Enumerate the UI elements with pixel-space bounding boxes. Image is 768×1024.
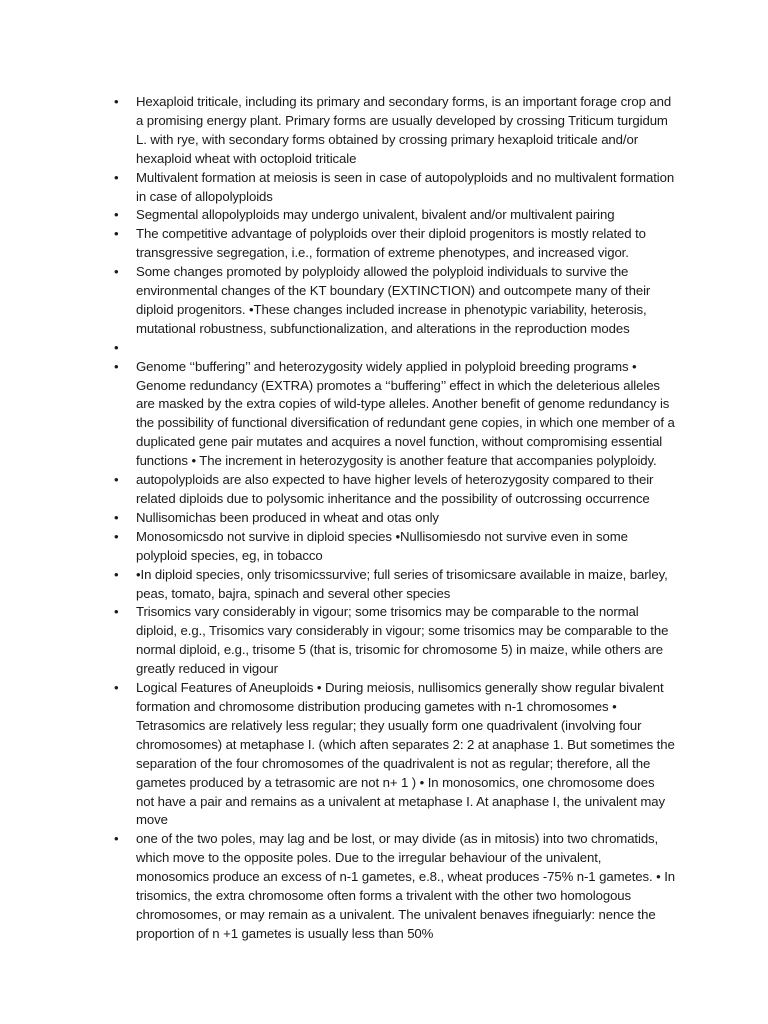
bullet-text: • Some changes promoted by polyploidy allowed the polyploid individuals to survive the environmental changes of the KT boundary (EXTINCTION) and outcompete many of their diploid progenitors. •These changes included increase in phenotypic variability, heterosis, mutational robustness, subfunctionalization, and alterations in the reproduction modes xyxy=(136,264,651,336)
bullet-text: • Segmental allopolyploids may undergo univalent, bivalent and/or multivalent pairing xyxy=(136,207,615,223)
bullet-text: • Genome ‘‘buffering’’ and heterozygosity widely applied in polyploid breeding programs • Genome redundancy (EXTRA) promotes a ‘‘buffering’’ effect in which the deleterious alleles are masked by the extra copies of wild-type alleles. Another benefit of genome redundancy is the possibility of functional diversification of redundant gene copies, in which one member of a duplicated gene pair mutates and acquires a novel function, without compromising essential functions • The increment in heterozygosity is another feature that accompanies polyploidy. xyxy=(136,358,675,469)
bullet-item-aneuploid-features xyxy=(0,679,676,830)
bullet-text: • Logical Features of Aneuploids • During meiosis, nullisomics generally show regular bivalent formation and chromosome distribution producing gametes with n-1 chromosomes • Tetrasomics are relatively less regular; they usually form one quadrivalent (involving four chromosomes) at metaphase I. (which aften separates 2: 2 at anaphase 1. But sometimes the separation of the four chromosomes of the quadrivalent is not as regular; therefore, all the gametes produced by a tetrasomic are not n+ 1 ) • In monosomics, one chromosome does not have a pair and remains as a univalent at metaphase I. At anaphase I, the univalent may move xyxy=(136,680,675,828)
bullet-item-nullisomic xyxy=(0,509,676,528)
bullet-item-polyploidy-changes xyxy=(0,263,676,339)
bullet-item-univalent-behaviour xyxy=(0,830,676,943)
bullet-text: • Trisomics vary considerably in vigour; some trisomics may be comparable to the normal diploid, e.g., Trisomics vary considerably in vigour; some trisomics may be comparable to the normal diploid, e.g., trisome 5 (that is, trisomic for chromosome 5) in maize, while others are greatly reduced in vigour xyxy=(136,604,669,677)
bullet-item-competitive-advantage xyxy=(0,225,676,263)
bullet-text: • Nullisomichas been produced in wheat and otas only xyxy=(136,509,439,525)
bullet-text: • Hexaploid triticale, including its primary and secondary forms, is an important forage crop and a promising energy plant. Primary forms are usually developed by crossing Triticum turgidum L. with rye, with secondary forms obtained by crossing primary hexaploid triticale and/or hexaploid wheat with octoploid triticale xyxy=(136,94,672,166)
bullet-text: • Monosomicsdo not survive in diploid species •Nullisomiesdo not survive even in some polyploid species, eg, in tobacco xyxy=(136,528,628,563)
bullet-text: • Multivalent formation at meiosis is seen in case of autopolyploids and no multivalent formation in case of allopolyploids xyxy=(136,169,675,204)
bullet-text: • The competitive advantage of polyploids over their diploid progenitors is mostly related to transgressive segregation, i.e., formation of extreme phenotypes, and increased vigor. xyxy=(136,226,646,261)
bullet-item-autopolyploids-heterozygosity xyxy=(0,471,676,509)
bullet-item-trisomics-vigour xyxy=(0,603,676,679)
bullet-list xyxy=(0,93,768,944)
bullet-item-multivalent-formation xyxy=(0,169,676,207)
bullet-item-trisomics-diploid xyxy=(0,566,676,604)
bullet-text: • •In diploid species, only trisomicssurvive; full series of trisomicsare available in maize, barley, peas, tomato, bajra, spinach and several other species xyxy=(136,566,668,601)
bullet-item-empty xyxy=(0,339,676,358)
bullet-text: • autopolyploids are also expected to have higher levels of heterozygosity compared to their related diploids due to polysomic inheritance and the possibility of outcrossing occurrence xyxy=(136,472,654,507)
bullet-item-genome-buffering xyxy=(0,358,676,471)
bullet-item-segmental-allopolyploids xyxy=(0,206,676,225)
bullet-text: • one of the two poles, may lag and be lost, or may divide (as in mitosis) into two chromatids, which move to the opposite poles. Due to the irregular behaviour of the univalent, monosomics produce an excess of n-1 gametes, e.8., wheat produces -75% n-1 gametes. • In trisomics, the extra chromosome often forms a trivalent with the other two homologous chromosomes, or may remain as a univalent. The univalent benaves ifneguiarly: nence the proportion of n +1 gametes is usually less than 50% xyxy=(136,831,675,941)
bullet-item-hexaploid-triticale xyxy=(0,93,676,169)
bullet-item-monosomics xyxy=(0,528,676,566)
